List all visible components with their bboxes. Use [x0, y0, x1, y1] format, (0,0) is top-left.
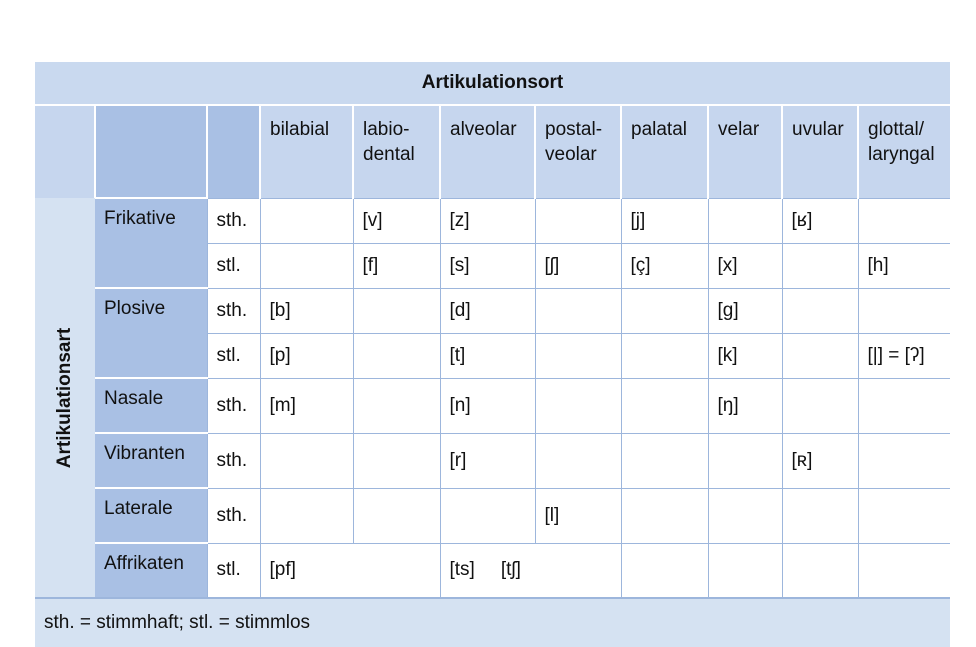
- cell: [260, 243, 353, 288]
- manner-vibranten: Vibranten: [95, 433, 207, 488]
- cell: [353, 288, 440, 333]
- affricate-ts: [ts]: [449, 559, 475, 581]
- table-row: [35, 288, 950, 333]
- place-header-row: [35, 105, 950, 198]
- table-row: [35, 543, 950, 598]
- cell: [h]: [858, 243, 950, 288]
- manner-nasale: Nasale: [95, 378, 207, 433]
- cell: [353, 488, 440, 543]
- cell: [260, 198, 353, 243]
- cell: [535, 288, 621, 333]
- cell: [n]: [440, 378, 535, 433]
- affricate-tsh: [tʃ]: [500, 559, 521, 581]
- header-glottal: glottal/ laryngal: [858, 105, 950, 198]
- cell: [708, 488, 782, 543]
- voicing-cell: sth.: [207, 198, 260, 243]
- cell: [r]: [440, 433, 535, 488]
- cell: [l]: [535, 488, 621, 543]
- voicing-cell: stl.: [207, 543, 260, 598]
- cell: [858, 433, 950, 488]
- header-velar: velar: [708, 105, 782, 198]
- cell: [440, 488, 535, 543]
- cell: [782, 488, 858, 543]
- cell: [ç]: [621, 243, 708, 288]
- cell: [621, 378, 708, 433]
- cell: [782, 288, 858, 333]
- cell: [ʃ]: [535, 243, 621, 288]
- articulation-table: [35, 62, 950, 647]
- cell: [782, 378, 858, 433]
- manner-plosive: Plosive: [95, 288, 207, 378]
- cell: [858, 543, 950, 598]
- cell: [ŋ]: [708, 378, 782, 433]
- cell-affricate-alveolar: [440, 543, 621, 598]
- header-empty-1: [35, 105, 95, 198]
- cell: [708, 433, 782, 488]
- cell: [|] = [ʔ]: [858, 333, 950, 378]
- header-uvular: uvular: [782, 105, 858, 198]
- cell: [353, 433, 440, 488]
- cell: [x]: [708, 243, 782, 288]
- cell: [z]: [440, 198, 535, 243]
- cell: [260, 488, 353, 543]
- voicing-cell: stl.: [207, 243, 260, 288]
- cell: [b]: [260, 288, 353, 333]
- cell: [535, 378, 621, 433]
- cell: [t]: [440, 333, 535, 378]
- table-title: Artikulationsort: [35, 62, 950, 105]
- header-labiodental: labio- dental: [353, 105, 440, 198]
- cell: [353, 333, 440, 378]
- cell: [708, 543, 782, 598]
- voicing-cell: stl.: [207, 333, 260, 378]
- table-row: [35, 378, 950, 433]
- header-empty-3: [207, 105, 260, 198]
- cell: [621, 333, 708, 378]
- voicing-cell: sth.: [207, 288, 260, 333]
- table-row: [35, 198, 950, 243]
- manner-frikative: Frikative: [95, 198, 207, 288]
- cell: [260, 433, 353, 488]
- cell-affricate-bilabial: [pf]: [260, 543, 440, 598]
- cell: [858, 378, 950, 433]
- side-label: Artikulationsart: [54, 327, 75, 468]
- header-postalveolar: postal- veolar: [535, 105, 621, 198]
- cell: [j]: [621, 198, 708, 243]
- cell: [782, 543, 858, 598]
- cell: [708, 198, 782, 243]
- cell: [f]: [353, 243, 440, 288]
- cell: [v]: [353, 198, 440, 243]
- cell: [535, 198, 621, 243]
- header-empty-2: [95, 105, 207, 198]
- cell: [m]: [260, 378, 353, 433]
- cell: [p]: [260, 333, 353, 378]
- cell: [ʀ]: [782, 433, 858, 488]
- cell: [858, 288, 950, 333]
- cell: [621, 543, 708, 598]
- manner-side-cell: [35, 198, 95, 598]
- cell: [782, 333, 858, 378]
- table-row: [35, 433, 950, 488]
- footnote: sth. = stimmhaft; stl. = stimmlos: [35, 598, 950, 647]
- cell: [621, 288, 708, 333]
- voicing-cell: sth.: [207, 378, 260, 433]
- cell: [621, 488, 708, 543]
- cell: [g]: [708, 288, 782, 333]
- cell: [782, 243, 858, 288]
- cell: [s]: [440, 243, 535, 288]
- cell: [k]: [708, 333, 782, 378]
- voicing-cell: sth.: [207, 433, 260, 488]
- voicing-cell: sth.: [207, 488, 260, 543]
- cell: [535, 433, 621, 488]
- table-row: [35, 488, 950, 543]
- manner-laterale: Laterale: [95, 488, 207, 543]
- cell: [621, 433, 708, 488]
- cell: [858, 488, 950, 543]
- cell: [353, 378, 440, 433]
- cell: [858, 198, 950, 243]
- header-bilabial: bilabial: [260, 105, 353, 198]
- cell: [535, 333, 621, 378]
- header-alveolar: alveolar: [440, 105, 535, 198]
- header-palatal: palatal: [621, 105, 708, 198]
- cell: [d]: [440, 288, 535, 333]
- manner-affrikaten: Affrikaten: [95, 543, 207, 598]
- cell: [ʁ]: [782, 198, 858, 243]
